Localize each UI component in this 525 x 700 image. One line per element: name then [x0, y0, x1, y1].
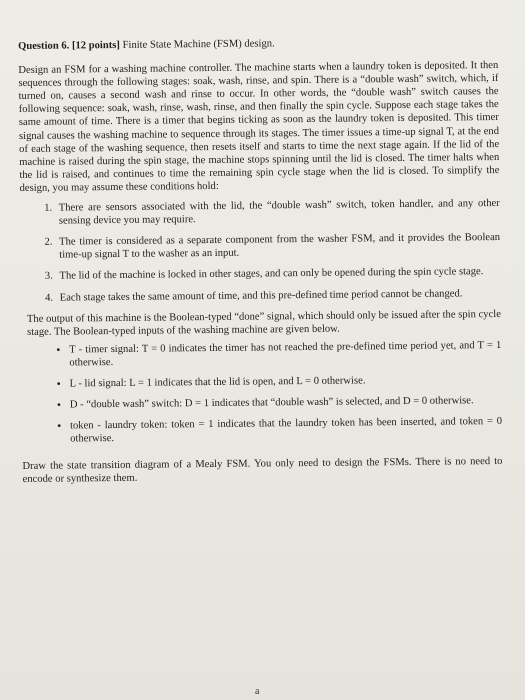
question-heading — [18, 35, 498, 53]
intro-paragraph: Design an FSM for a washing machine controller. The machine starts when a laundry token is deposited. It then sequences through the following stages: soak, wash, rinse, and spin. There is a “double wash” switch, which, if turned on, causes a second wash and rinse to occur. In other words, the “double wash” switch causes the following sequence: soak, wash, rinse, wash, rinse, and then finally the spin cycle. Suppose each stage takes the same amount of time. There is a timer that begins ticking as soon as the laundry token is deposited. This timer signal causes the washing machine to sequence through its stages. The timer issues a time-up signal T, at the end of each stage of the washing sequence, then resets itself and starts to time the next stage again. If the lid of the machine is raised during the spin stage, the machine stops spinning until the lid is closed. The timer halts when the lid is raised, and continues to time the remaining spin cycle stage when the lid is closed. To simplify the design, you may assume these conditions hold: — [18, 60, 500, 194]
input-item: • L - lid signal: L = 1 indicates that the lid is open, and L = 0 otherwise. — [70, 373, 502, 391]
question-content — [18, 35, 503, 487]
condition-item: 1. There are sensors associated with the lid, the “double wash” switch, token handler, and any other sensing device you may require. — [55, 197, 500, 228]
condition-item: 4. Each stage takes the same amount of time, and this pre-defined time period cannot be changed. — [56, 286, 501, 304]
condition-item: 2. The timer is considered as a separate component from the washer FSM, and it provides the Boolean time-up signal T to the washer as an input. — [55, 231, 500, 262]
input-item: • token - laundry token: token = 1 indicates that the laundry token has been inserted, and token = 0 otherwise. — [70, 415, 502, 446]
input-item: • T - timer signal: T = 0 indicates the timer has not reached the pre-defined time period yet, and T = 1 otherwise. — [69, 339, 501, 370]
output-paragraph: The output of this machine is the Boolean-typed “done” signal, which should only be issued after the spin cycle stage. The Boolean-typed inputs of the washing machine are given below. — [26, 308, 501, 338]
question-points: [12 points] — [71, 39, 120, 52]
question-label: Question 6. — [18, 40, 70, 52]
final-instruction: Draw the state transition diagram of a Mealy FSM. You only need to design the FSMs. There is no need to encode or synthesize them. — [22, 456, 503, 486]
conditions-list — [20, 197, 501, 305]
inputs-list — [21, 339, 502, 447]
question-title: Finite State Machine (FSM) design. — [122, 38, 275, 51]
page-footer-mark: a — [255, 686, 260, 697]
condition-item: 3. The lid of the machine is locked in other stages, and can only be opened during the spin cycle stage. — [55, 265, 500, 283]
input-item: • D - “double wash” switch: D = 1 indicates that “double wash” is selected, and D = 0 otherwise. — [70, 394, 502, 412]
